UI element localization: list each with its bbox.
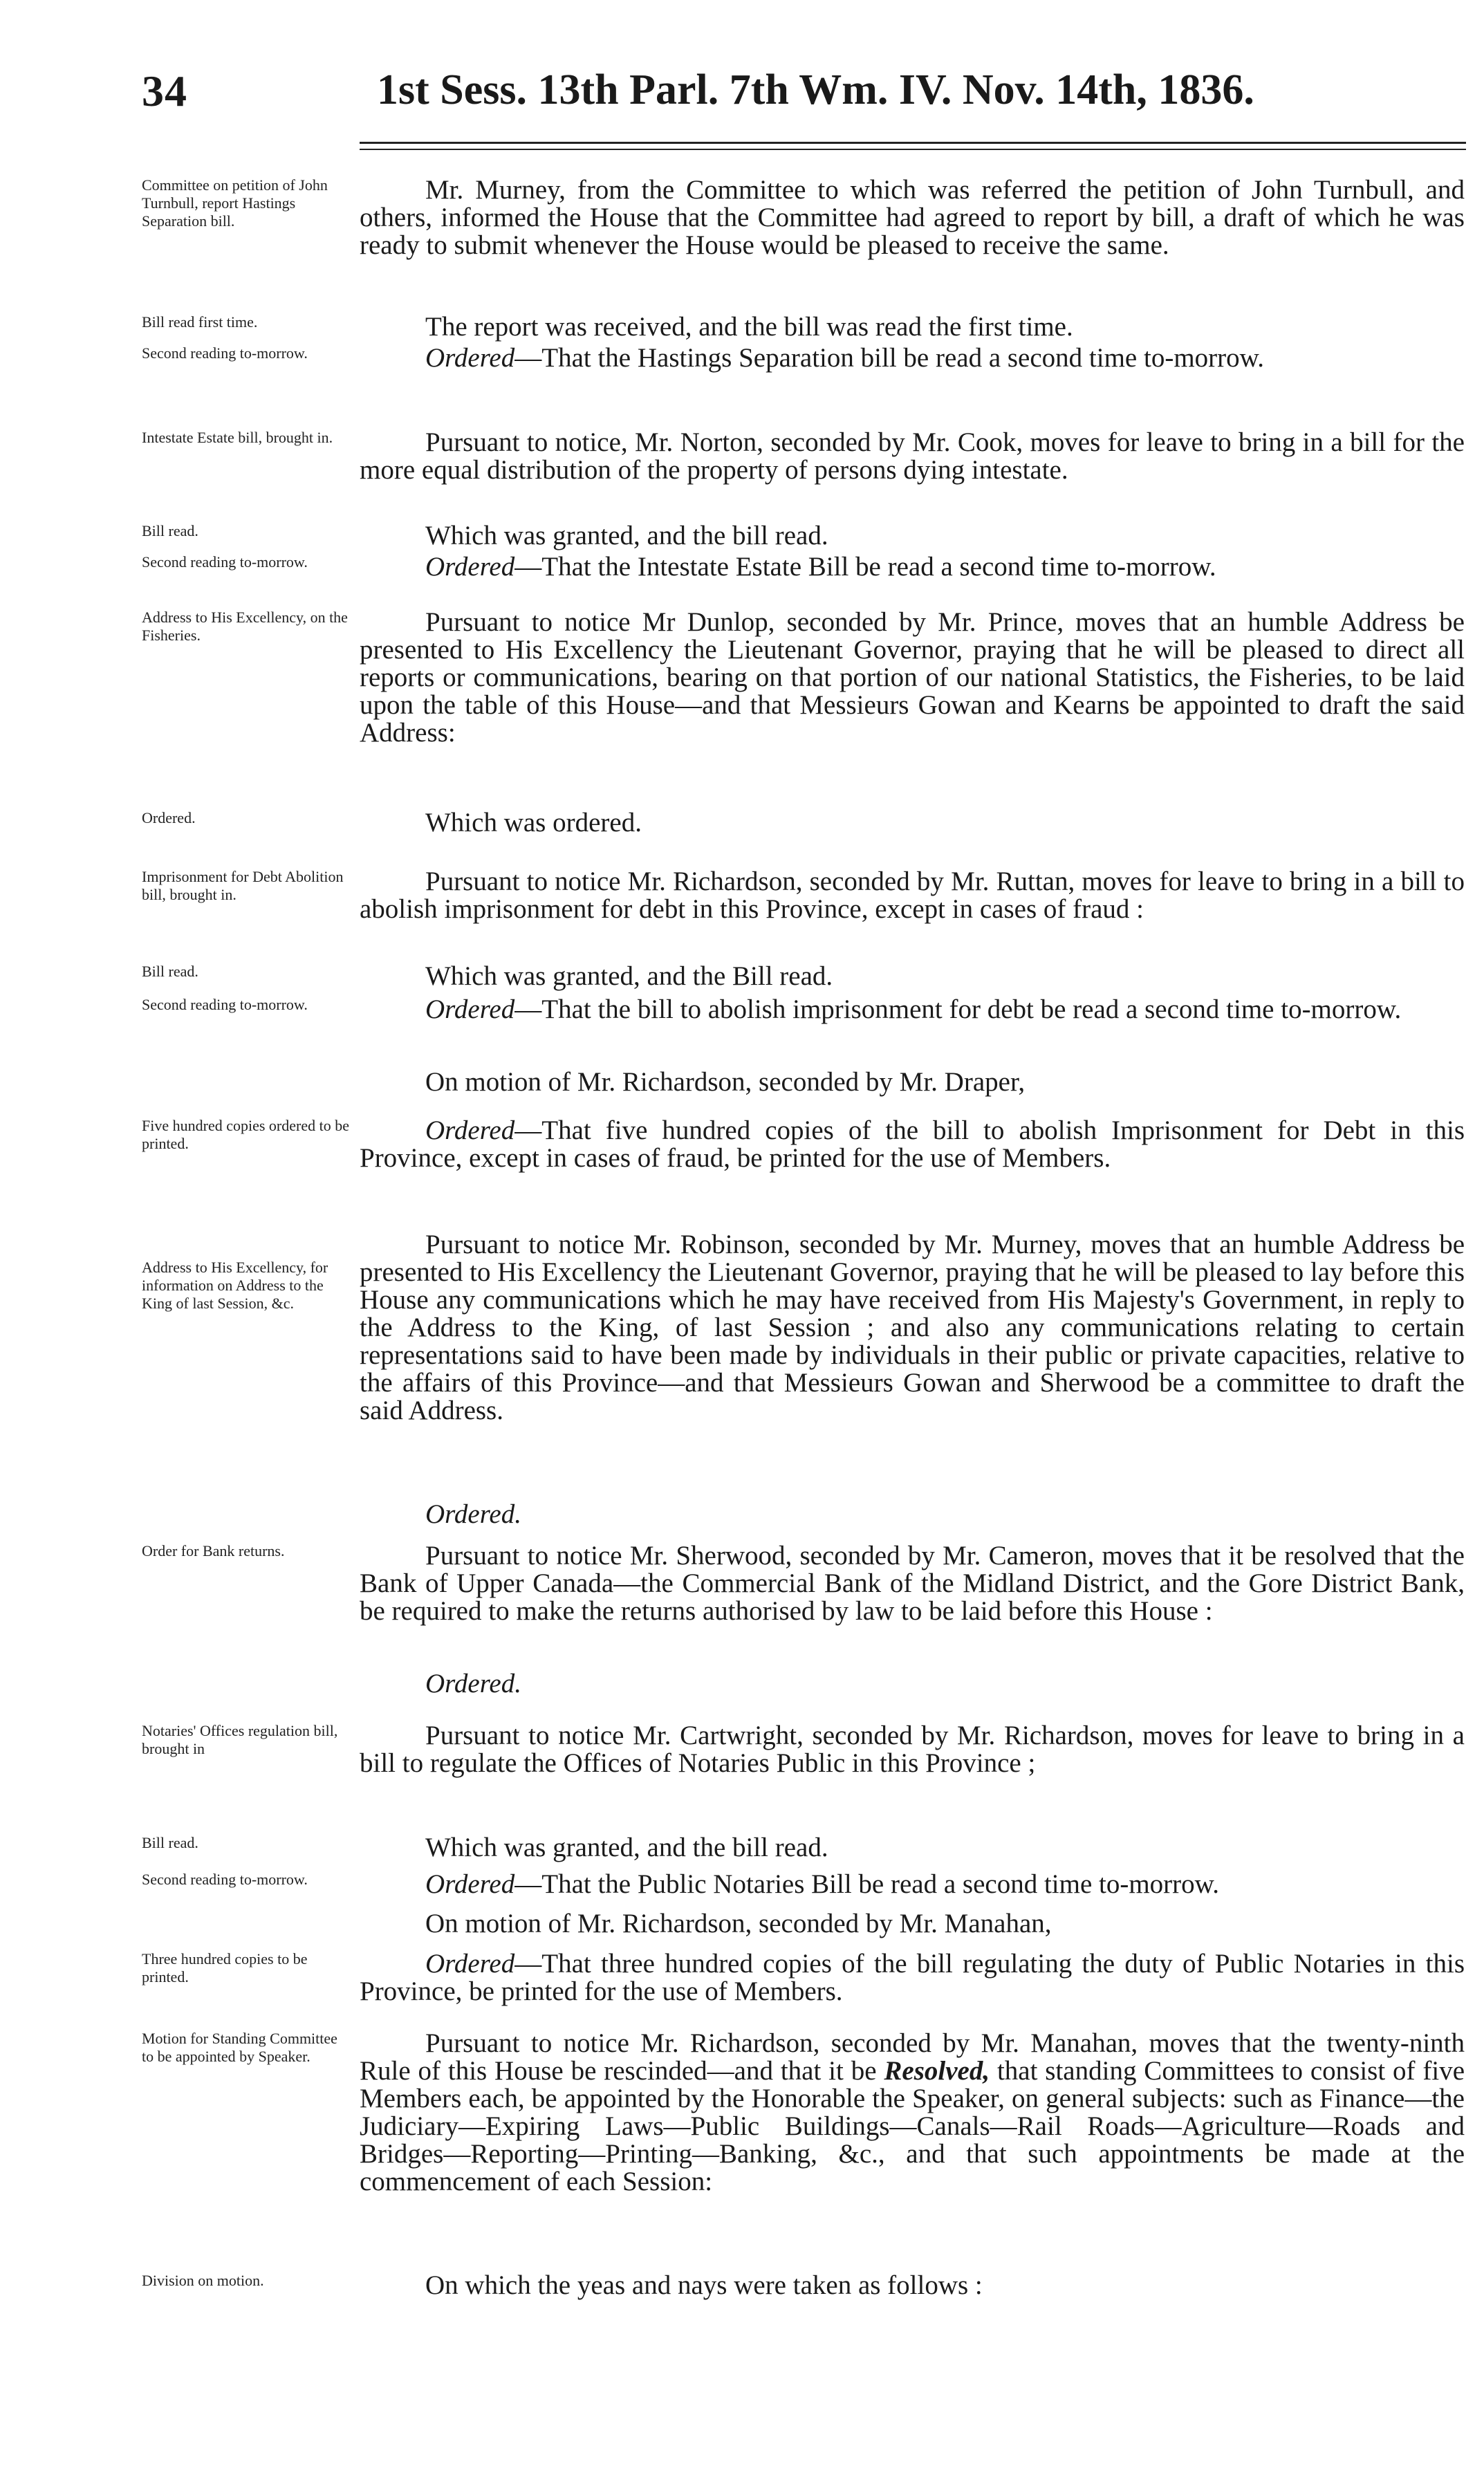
entry-text (360, 1950, 1465, 2006)
margin-note: Address to His Excellency, for information on Address to the King of last Session, &c. (142, 1259, 328, 1312)
margin-note: Motion for Standing Committee to be appointed by Speaker. (142, 2030, 337, 2065)
entry-text (360, 996, 1465, 1024)
entry-text: Pursuant to notice Mr. Robinson, seconded by Mr. Murney, moves that an humble Address be presented to His Excellency the Lieutenant Governor, praying that he will be pleased to lay before this House any communications which he may have received from His Majesty's Government, in reply to the Address to the King, of last Session ; and also any communications relating to certain representations said to have been made by individuals in their public or private capacities, relative to the affairs of this Province—and that Messieurs Gowan and Sherwood be a committee to draft the said Address. (360, 1230, 1465, 1425)
margin-note: Second reading to-morrow. (142, 996, 308, 1013)
ordered-label: Ordered. (425, 1669, 521, 1698)
ordered-label: Ordered (425, 343, 515, 373)
ordered-label: Ordered (425, 994, 515, 1024)
ordered-label: Ordered (425, 1949, 515, 1979)
entry-text: On which the yeas and nays were taken as follows : (425, 2270, 983, 2300)
entry-text: Pursuant to notice Mr. Sherwood, seconded by Mr. Cameron, moves that it be resolved that the Bank of Upper Canada—the Commercial Bank of the Midland District, and the Gore District Bank, be required to make the returns authorised by law to be laid before this House : (360, 1541, 1465, 1626)
margin-note: Division on motion. (142, 2272, 264, 2289)
margin-note: Second reading to-morrow. (142, 344, 308, 362)
entry-text: Which was granted, and the bill read. (425, 1833, 828, 1862)
margin-note: Five hundred copies ordered to be printed. (142, 1117, 349, 1152)
margin-note: Three hundred copies to be printed. (142, 1950, 308, 1985)
ordered-label: Ordered (425, 1115, 515, 1145)
margin-note: Bill read. (142, 522, 198, 539)
entry-text: Pursuant to notice Mr. Cartwright, seconded by Mr. Richardson, moves for leave to bring in a bill to regulate the Offices of Notaries Public in this Province ; (360, 1721, 1465, 1778)
header-rule (360, 142, 1466, 144)
margin-note: Committee on petition of John Turnbull, report Hastings Separation bill. (142, 176, 328, 230)
entry-text (360, 1117, 1465, 1172)
entry-text: Which was granted, and the bill read. (425, 521, 828, 550)
margin-note: Intestate Estate bill, brought in. (142, 429, 333, 446)
entry-text-rest: —That the Hastings Separation bill be read a second time to-morrow. (514, 343, 1265, 373)
ordered-label: Ordered (425, 1869, 515, 1899)
entry-text (360, 344, 1465, 372)
margin-note: Second reading to-morrow. (142, 553, 308, 571)
resolved-label: Resolved, (884, 2056, 990, 2086)
margin-note: Notaries' Offices regulation bill, brought in (142, 1722, 338, 1757)
margin-note: Bill read first time. (142, 313, 258, 331)
entry-text: Mr. Murney, from the Committee to which was referred the petition of John Turnbull, and others, informed the House that the Committee had agreed to report by bill, a draft of which he was ready to submit whenever the House would be pleased to receive the same. (360, 175, 1465, 260)
entry-text: Pursuant to notice Mr. Richardson, seconded by Mr. Ruttan, moves for leave to bring in a bill to abolish imprisonment for debt in this Province, except in cases of fraud : (360, 867, 1465, 924)
entry-text: On motion of Mr. Richardson, seconded by Mr. Draper, (425, 1067, 1026, 1097)
entry-text-rest: —That five hundred copies of the bill to abolish Imprisonment for Debt in this Province, except in cases of fraud, be printed for the use of Members. (360, 1115, 1465, 1173)
header-rule (360, 149, 1466, 150)
page-header (142, 66, 1456, 128)
entry-text (360, 2030, 1465, 2196)
entry-text-rest: —That the bill to abolish imprisonment for debt be read a second time to-morrow. (514, 994, 1402, 1024)
entry-text-rest: that standing Committees to consist of five Members each, be appointed by the Honorable the Speaker, on general subjects: such as Finance—the Judiciary—Expiring Laws—Public Buildings—Canals—Rail Roads—Agriculture—Roads and Bridges—Reporting—Printing—Banking, &c., and that such appointments be made at the commencement of each Session: (360, 2056, 1465, 2196)
entry-text (360, 553, 1465, 581)
running-head: 1st Sess. 13th Parl. 7th Wm. IV. Nov. 14th, 1836. (377, 66, 1254, 113)
margin-note: Imprisonment for Debt Abolition bill, brought in. (142, 868, 344, 903)
entry-text-rest: —That the Intestate Estate Bill be read a second time to-morrow. (514, 552, 1216, 582)
entry-text: On motion of Mr. Richardson, seconded by Mr. Manahan, (425, 1909, 1052, 1938)
entry-text: Pursuant to notice, Mr. Norton, seconded by Mr. Cook, moves for leave to bring in a bill for the more equal distribution of the property of persons dying intestate. (360, 427, 1465, 485)
entry-text: Which was granted, and the Bill read. (425, 961, 833, 991)
entry-text: Which was ordered. (425, 808, 642, 837)
page-number: 34 (142, 66, 187, 115)
entry-text-part: Pursuant to notice Mr. Richardson, seconded by Mr. Manahan, moves that the twenty-ninth Rule of this House be rescinded—and that it be (360, 2028, 1465, 2086)
entry-text-rest: —That the Public Notaries Bill be read a second time to-morrow. (514, 1869, 1220, 1899)
margin-note: Address to His Excellency, on the Fisheries. (142, 609, 348, 644)
margin-note: Second reading to-morrow. (142, 1871, 308, 1888)
entry-text: The report was received, and the bill was read the first time. (425, 312, 1073, 342)
ordered-label: Ordered (425, 552, 515, 582)
entry-text: Pursuant to notice Mr Dunlop, seconded by Mr. Prince, moves that an humble Address be presented to His Excellency the Lieutenant Governor, praying that he will be pleased to direct all reports or communications, bearing on that portion of our national Statistics, the Fisheries, to be laid upon the table of this House—and that Messieurs Gowan and Kearns be appointed to draft the said Address: (360, 607, 1465, 748)
entry-text-rest: —That three hundred copies of the bill regulating the duty of Public Notaries in this Province, be printed for the use of Members. (360, 1949, 1465, 2006)
entry-text (360, 1871, 1465, 1898)
margin-note: Bill read. (142, 963, 198, 980)
margin-note: Ordered. (142, 809, 196, 826)
ordered-label: Ordered. (425, 1499, 521, 1529)
margin-note: Bill read. (142, 1834, 198, 1851)
margin-note: Order for Bank returns. (142, 1542, 285, 1559)
